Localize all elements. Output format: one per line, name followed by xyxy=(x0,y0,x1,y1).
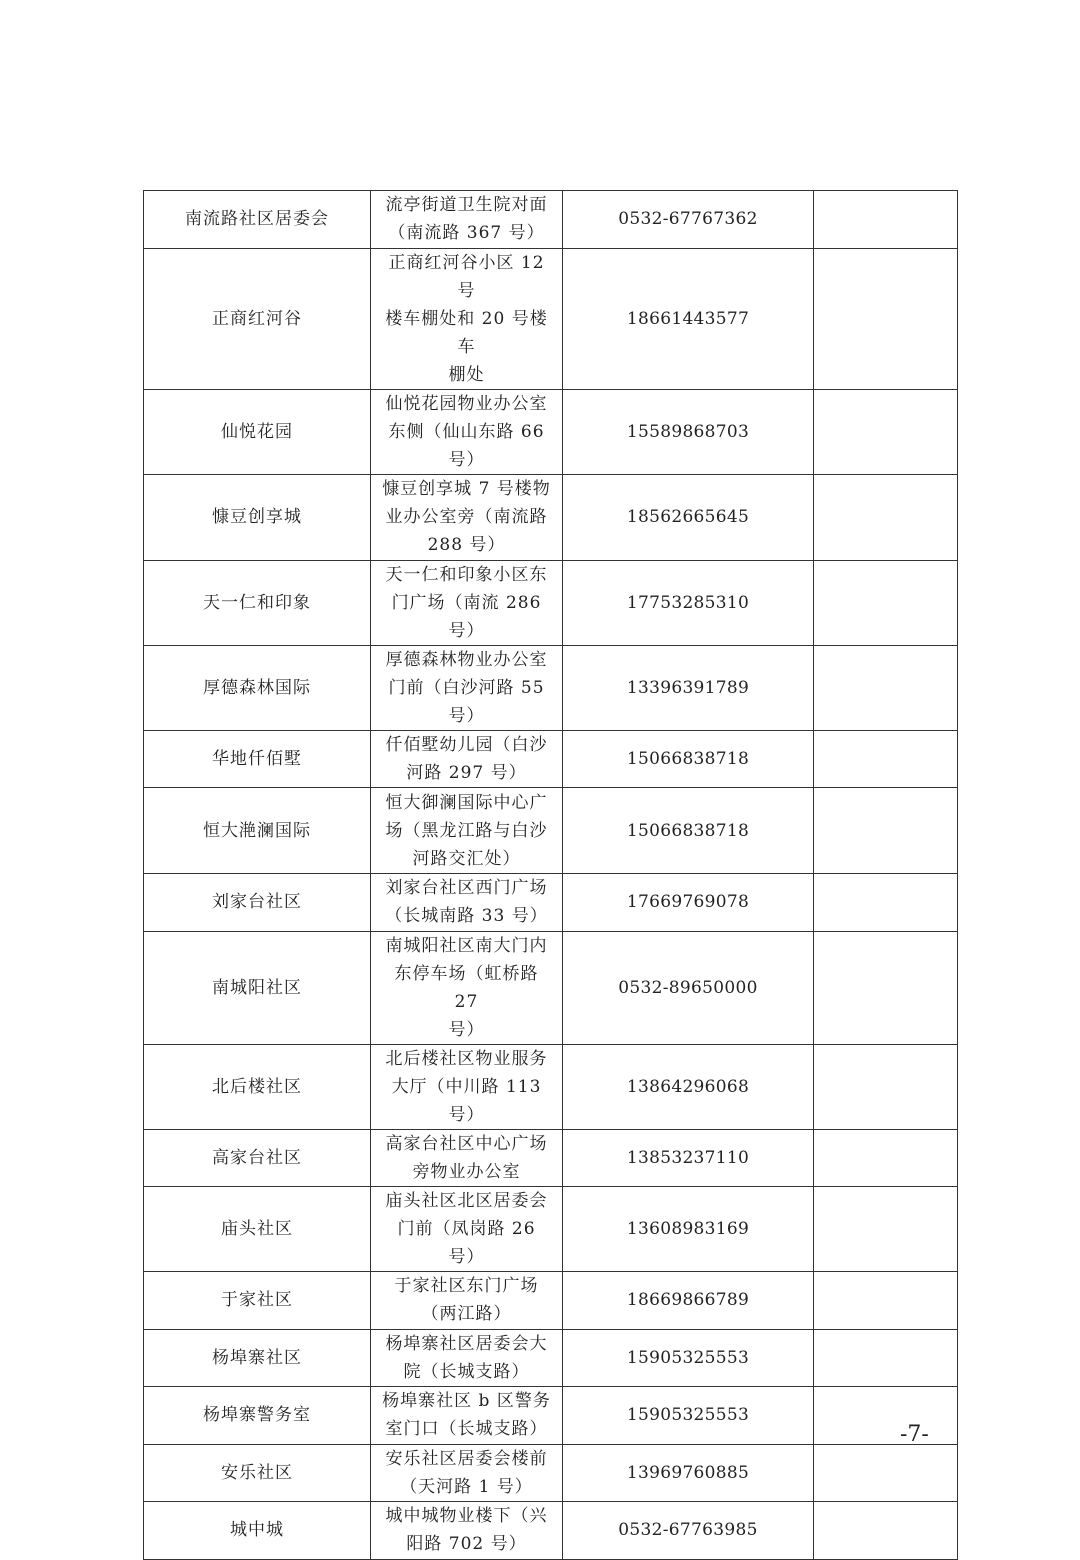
address-line: 288 号） xyxy=(427,535,506,555)
site-address xyxy=(371,1329,563,1387)
address-line: 庙头社区北区居委会 xyxy=(385,1191,548,1211)
site-address xyxy=(371,1502,563,1560)
table-row xyxy=(144,1387,958,1445)
site-table xyxy=(143,190,958,1560)
table-row xyxy=(144,1444,958,1502)
site-name: 高家台社区 xyxy=(144,1129,371,1187)
address-line: 东停车场（虹桥路 27 xyxy=(394,963,539,1012)
address-line: 城中城物业楼下（兴 xyxy=(385,1506,548,1527)
site-name: 华地仟佰墅 xyxy=(144,730,371,788)
address-line: 大厅（中川路 113 号） xyxy=(391,1076,542,1125)
site-address xyxy=(371,931,563,1044)
site-note xyxy=(814,1502,958,1560)
site-phone: 13969760885 xyxy=(563,1444,814,1502)
site-name: 刘家台社区 xyxy=(144,874,371,932)
site-phone: 13608983169 xyxy=(563,1187,814,1272)
site-name: 慷豆创享城 xyxy=(144,474,371,560)
site-phone: 15905325553 xyxy=(563,1387,814,1445)
site-note xyxy=(814,1444,958,1502)
site-note xyxy=(814,560,958,645)
site-address xyxy=(371,248,563,389)
site-note xyxy=(814,389,958,474)
site-note xyxy=(814,191,958,249)
address-line: 门前（白沙河路 55 号） xyxy=(388,677,545,726)
address-line: 北后楼社区物业服务 xyxy=(385,1048,548,1069)
address-line: 河路交汇处） xyxy=(412,848,521,869)
page-number: -7- xyxy=(900,1422,929,1447)
site-phone: 13853237110 xyxy=(563,1129,814,1187)
address-line: 东侧（仙山东路 66 号） xyxy=(388,421,545,470)
site-phone: 15589868703 xyxy=(563,389,814,474)
address-line: 恒大御澜国际中心广 xyxy=(385,792,548,813)
table-row xyxy=(144,1329,958,1387)
site-address xyxy=(371,788,563,874)
table-row xyxy=(144,389,958,474)
site-phone: 13396391789 xyxy=(563,645,814,730)
address-line: 室门口（长城支路） xyxy=(385,1419,548,1440)
address-line: 于家社区东门广场 xyxy=(394,1276,539,1297)
site-note xyxy=(814,1187,958,1272)
site-name: 于家社区 xyxy=(144,1272,371,1330)
site-phone: 15066838718 xyxy=(563,730,814,788)
site-address xyxy=(371,1187,563,1272)
site-name: 厚德森林国际 xyxy=(144,645,371,730)
site-name: 恒大滟澜国际 xyxy=(144,788,371,874)
address-line: 仟佰墅幼儿园（白沙 xyxy=(385,734,548,755)
table-row xyxy=(144,931,958,1044)
site-phone: 18562665645 xyxy=(563,474,814,560)
site-phone: 17753285310 xyxy=(563,560,814,645)
table-row xyxy=(144,1044,958,1129)
site-name: 城中城 xyxy=(144,1502,371,1560)
table-row xyxy=(144,1187,958,1272)
address-line: 院（长城支路） xyxy=(403,1361,530,1382)
table-row xyxy=(144,1129,958,1187)
address-line: 棚处 xyxy=(448,364,485,385)
site-phone: 0532-89650000 xyxy=(563,931,814,1044)
site-note xyxy=(814,874,958,932)
site-name: 南流路社区居委会 xyxy=(144,191,371,249)
site-note xyxy=(814,730,958,788)
address-line: 安乐社区居委会楼前 xyxy=(385,1448,548,1469)
address-line: 河路 297 号） xyxy=(406,762,527,783)
table-row xyxy=(144,788,958,874)
site-note xyxy=(814,1387,958,1445)
site-phone: 18669866789 xyxy=(563,1272,814,1330)
site-name: 正商红河谷 xyxy=(144,248,371,389)
site-name: 天一仁和印象 xyxy=(144,560,371,645)
address-line: 南城阳社区南大门内 xyxy=(385,935,548,956)
site-phone: 13864296068 xyxy=(563,1044,814,1129)
address-line: （两江路） xyxy=(421,1304,512,1325)
table-row xyxy=(144,1272,958,1330)
address-line: 天一仁和印象小区东 xyxy=(385,564,548,585)
site-address xyxy=(371,389,563,474)
table-row xyxy=(144,474,958,560)
address-line: 业办公室旁（南流路 xyxy=(385,507,548,527)
address-line: 门前（凤岗路 26 号） xyxy=(397,1219,536,1267)
site-address xyxy=(371,730,563,788)
site-phone: 0532-67763985 xyxy=(563,1502,814,1560)
site-address xyxy=(371,1387,563,1445)
site-phone: 15905325553 xyxy=(563,1329,814,1387)
table-row xyxy=(144,191,958,249)
site-note xyxy=(814,1272,958,1330)
address-line: 旁物业办公室 xyxy=(412,1161,521,1182)
table-row xyxy=(144,730,958,788)
table-row xyxy=(144,560,958,645)
address-line: 场（黑龙江路与白沙 xyxy=(385,820,548,841)
address-line: 刘家台社区西门广场 xyxy=(385,878,548,899)
address-line: 楼车棚处和 20 号楼车 xyxy=(385,308,548,357)
site-name: 庙头社区 xyxy=(144,1187,371,1272)
site-note xyxy=(814,931,958,1044)
address-line: 高家台社区中心广场 xyxy=(385,1133,548,1154)
site-name: 安乐社区 xyxy=(144,1444,371,1502)
address-line: 仙悦花园物业办公室 xyxy=(385,393,548,414)
address-line: 慷豆创享城 7 号楼物 xyxy=(382,479,551,499)
site-address xyxy=(371,1272,563,1330)
site-note xyxy=(814,645,958,730)
site-name: 北后楼社区 xyxy=(144,1044,371,1129)
site-note xyxy=(814,1129,958,1187)
site-name: 杨埠寨社区 xyxy=(144,1329,371,1387)
site-note xyxy=(814,1044,958,1129)
address-line: 杨埠寨社区 b 区警务 xyxy=(382,1391,551,1412)
address-line: 号） xyxy=(448,1019,485,1040)
site-phone: 0532-67767362 xyxy=(563,191,814,249)
site-address xyxy=(371,191,563,249)
table-row xyxy=(144,874,958,932)
address-line: 杨埠寨社区居委会大 xyxy=(385,1333,548,1354)
address-line: （长城南路 33 号） xyxy=(385,906,548,927)
table-row xyxy=(144,645,958,730)
table-row xyxy=(144,1502,958,1560)
site-address xyxy=(371,1444,563,1502)
site-phone: 18661443577 xyxy=(563,248,814,389)
site-phone: 17669769078 xyxy=(563,874,814,932)
address-line: （南流路 367 号） xyxy=(388,223,545,244)
site-address xyxy=(371,474,563,560)
site-name: 杨埠寨警务室 xyxy=(144,1387,371,1445)
address-line: 阳路 702 号） xyxy=(406,1534,527,1555)
table-row xyxy=(144,248,958,389)
address-line: 流亭街道卫生院对面 xyxy=(385,195,548,216)
site-name: 南城阳社区 xyxy=(144,931,371,1044)
address-line: （天河路 1 号） xyxy=(400,1476,533,1497)
site-address xyxy=(371,560,563,645)
site-note xyxy=(814,1329,958,1387)
site-note xyxy=(814,474,958,560)
site-address xyxy=(371,874,563,932)
address-line: 正商红河谷小区 12 号 xyxy=(388,252,545,301)
site-name: 仙悦花园 xyxy=(144,389,371,474)
site-note xyxy=(814,248,958,389)
site-note xyxy=(814,788,958,874)
site-address xyxy=(371,645,563,730)
address-line: 门广场（南流 286 号） xyxy=(391,592,542,641)
site-address xyxy=(371,1044,563,1129)
address-line: 厚德森林物业办公室 xyxy=(385,649,548,670)
site-phone: 15066838718 xyxy=(563,788,814,874)
site-address xyxy=(371,1129,563,1187)
